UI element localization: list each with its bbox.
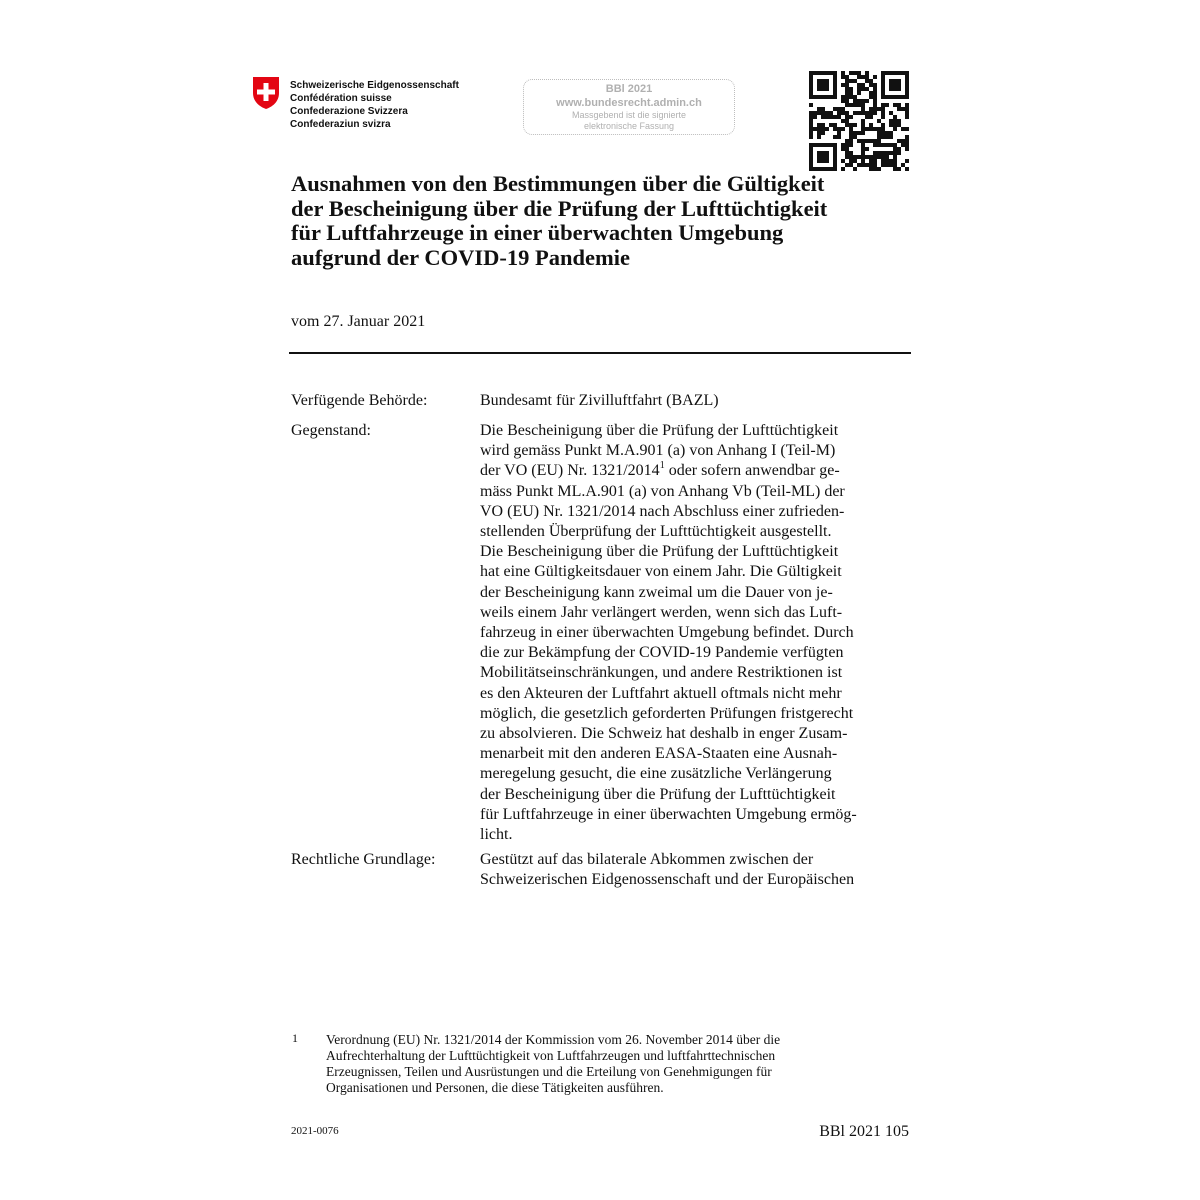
subject-line: menarbeit mit den anderen EASA-Staaten eine Ausnah- xyxy=(480,745,838,763)
footnote-text xyxy=(326,1032,916,1096)
subject-line: weils einem Jahr verlängert werden, wenn sich das Luft- xyxy=(480,603,843,621)
subject-line: zu absolvieren. Die Schweiz hat deshalb in enger Zusam- xyxy=(480,725,848,743)
subject-line: stellenden Überprüfung der Lufttüchtigkeit ausgestellt. xyxy=(480,523,832,541)
authority-value xyxy=(480,391,912,411)
subject-text xyxy=(480,421,912,845)
subject-line: es den Akteuren der Luftfahrt aktuell oftmals nicht mehr xyxy=(480,684,842,702)
footnote-line: Verordnung (EU) Nr. 1321/2014 der Kommission vom 26. November 2014 über die xyxy=(326,1032,781,1047)
footnote-number: 1 xyxy=(292,1031,298,1045)
confederation-line-fr: Confédération suisse xyxy=(290,93,392,104)
subject-line: der Bescheinigung über die Prüfung der Lufttüchtigkeit xyxy=(480,785,836,803)
qr-code xyxy=(809,71,909,171)
subject-line: hat eine Gültigkeitsdauer von einem Jahr. Die Gültigkeit xyxy=(480,563,842,581)
footnote-ref-link[interactable]: 1 xyxy=(659,460,665,472)
subject-line-with-footnote xyxy=(480,461,912,481)
stamp-line-1: BBl 2021 xyxy=(605,83,653,95)
document-number: 2021-0076 xyxy=(291,1125,339,1137)
legal-basis-label: Rechtliche Grundlage: xyxy=(291,851,436,868)
subject-line: VO (EU) Nr. 1321/2014 nach Abschluss einer zufrieden- xyxy=(480,502,845,520)
confederation-line-it: Confederazione Svizzera xyxy=(290,106,408,117)
subject-line: Die Bescheinigung über die Prüfung der Lufttüchtigkeit xyxy=(480,543,839,561)
authority-label: Verfügende Behörde: xyxy=(291,392,428,409)
document-date: vom 27. Januar 2021 xyxy=(291,313,426,330)
footnote-line: Erzeugnissen, Teilen und Ausrüstungen und die Erteilung von Genehmigungen für xyxy=(326,1064,772,1079)
subject-line: wird gemäss Punkt M.A.901 (a) von Anhang I (Teil-M) xyxy=(480,442,836,460)
publication-reference: BBl 2021 105 xyxy=(819,1123,909,1140)
publication-stamp xyxy=(523,79,735,135)
subject-line: Die Bescheinigung über die Prüfung der Lufttüchtigkeit xyxy=(480,422,839,439)
confederation-name xyxy=(290,79,459,131)
subject-line-tail: oder sofern anwendbar ge- xyxy=(664,462,840,480)
title-line: aufgrund der COVID-19 Pandemie xyxy=(291,244,630,270)
legal-basis-line: Gestützt auf das bilaterale Abkommen zwischen der xyxy=(480,851,814,868)
title-line: Ausnahmen von den Bestimmungen über die Gültigkeit xyxy=(291,171,825,196)
legal-basis-line: Schweizerischen Eidgenossenschaft und der Europäischen xyxy=(480,871,855,889)
divider xyxy=(289,352,911,354)
swiss-crest-icon xyxy=(252,76,280,110)
subject-line: für Luftfahrzeuge in einer überwachten Umgebung ermög- xyxy=(480,805,857,823)
stamp-line-2: www.bundesrecht.admin.ch xyxy=(556,97,702,109)
stamp-line-4: elektronische Fassung xyxy=(583,121,675,131)
subject-label: Gegenstand: xyxy=(291,422,371,439)
subject-line: Mobilitätseinschränkungen, und andere Restriktionen ist xyxy=(480,664,843,682)
subject-line: die zur Bekämpfung der COVID-19 Pandemie verfügten xyxy=(480,644,844,662)
subject-line: möglich, die gesetzlich geforderten Prüfungen fristgerecht xyxy=(480,704,854,722)
title-line: für Luftfahrzeuge in einer überwachten Umgebung xyxy=(291,220,784,245)
subject-line: der Bescheinigung kann zweimal um die Dauer von je- xyxy=(480,583,833,601)
legal-basis-text xyxy=(480,850,912,890)
title-line: der Bescheinigung über die Prüfung der Lufttüchtigkeit xyxy=(291,195,828,221)
confederation-line-rm: Confederaziun svizra xyxy=(290,119,391,130)
subject-line: meregelung gesucht, die eine zusätzliche Verlängerung xyxy=(480,765,832,783)
authority-text: Bundesamt für Zivilluftfahrt (BAZL) xyxy=(480,392,719,409)
subject-line: licht. xyxy=(480,826,513,844)
subject-line: mäss Punkt ML.A.901 (a) von Anhang Vb (Teil-ML) der xyxy=(480,482,845,500)
footnote-line: Organisationen und Personen, die diese Tätigkeiten ausführen. xyxy=(326,1080,664,1095)
confederation-line-de: Schweizerische Eidgenossenschaft xyxy=(290,80,459,91)
subject-line: der VO (EU) Nr. 1321/2014 xyxy=(480,462,660,480)
footnote-line: Aufrechterhaltung der Lufttüchtigkeit von Luftfahrzeugen und luftfahrttechnischen xyxy=(326,1048,776,1063)
document-title xyxy=(291,172,911,270)
subject-line: fahrzeug in einer überwachten Umgebung befindet. Durch xyxy=(480,624,854,642)
stamp-line-3: Massgebend ist die signierte xyxy=(571,110,687,120)
